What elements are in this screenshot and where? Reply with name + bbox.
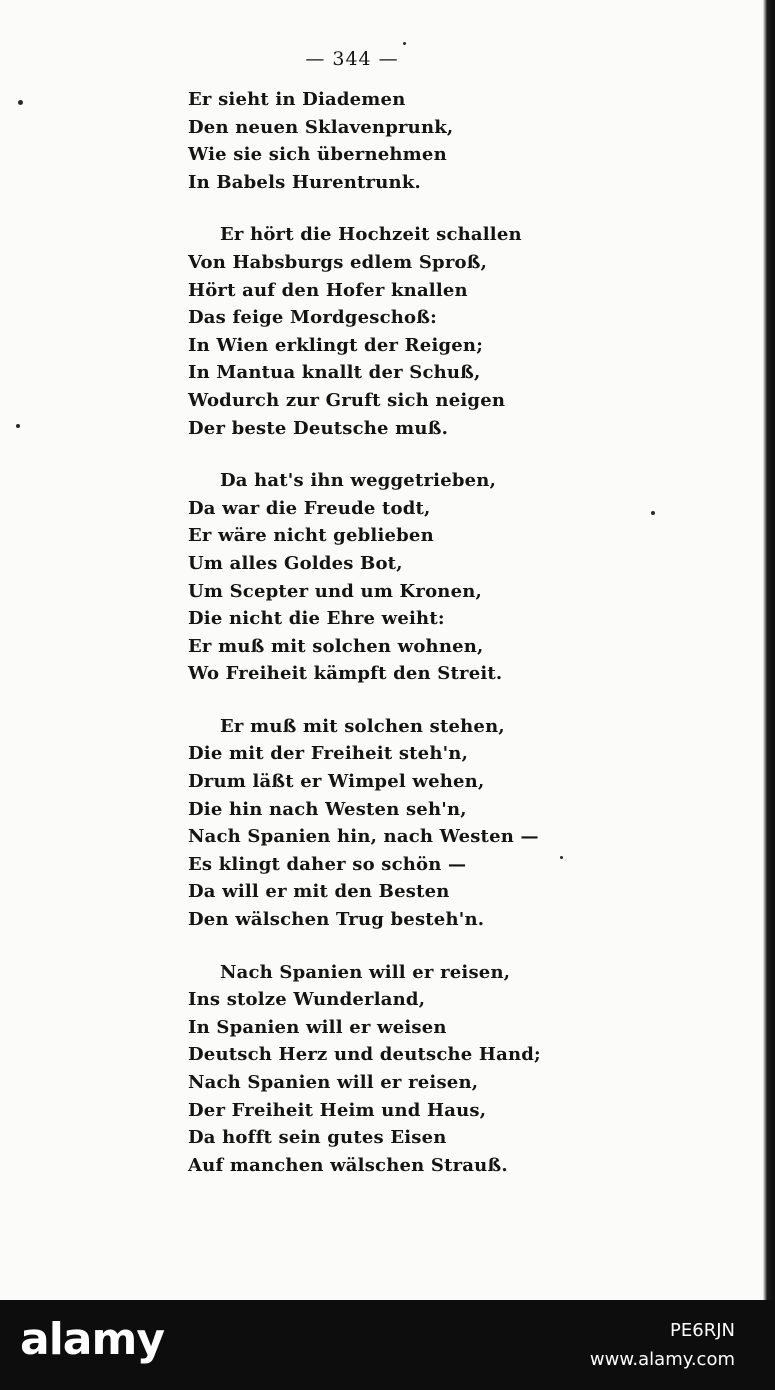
watermark-url: www.alamy.com — [589, 1349, 735, 1370]
ink-speck — [18, 100, 23, 105]
watermark-image-id: PE6RJN — [670, 1320, 735, 1341]
poem-line: Er muß mit solchen stehen, — [220, 715, 505, 737]
poem-line: Es klingt daher so schön — — [188, 853, 467, 875]
poem-line: Er muß mit solchen wohnen, — [188, 635, 484, 657]
stanza — [188, 959, 541, 1180]
poem-line: Da will er mit den Besten — [188, 881, 450, 903]
poem-line: Wo Freiheit kämpft den Streit. — [188, 663, 503, 685]
poem-line: Da hat's ihn weggetrieben, — [220, 470, 497, 492]
poem-line: Nach Spanien will er reisen, — [220, 961, 511, 983]
stanza — [188, 221, 522, 442]
stanza — [188, 86, 518, 196]
poem-line: Da war die Freude todt, — [188, 497, 431, 519]
watermark-logo: alamy — [20, 1314, 164, 1365]
poem-line: Wie sie sich übernehmen — [188, 144, 447, 166]
ink-speck — [560, 856, 563, 859]
poem-line: Um alles Goldes Bot, — [188, 552, 403, 574]
poem-line: Da hofft sein gutes Eisen — [188, 1127, 447, 1149]
page-edge-shadow — [763, 0, 775, 1300]
poem-line: Ins stolze Wunderland, — [188, 989, 426, 1011]
poem-line: Er hört die Hochzeit schallen — [220, 224, 522, 246]
poem-line: Um Scepter und um Kronen, — [188, 580, 482, 602]
poem-line: Nach Spanien hin, nach Westen — — [188, 826, 539, 848]
stanza — [188, 467, 518, 688]
poem-line: Nach Spanien will er reisen, — [188, 1072, 479, 1093]
poem-line: In Mantua knallt der Schuß, — [188, 362, 481, 384]
poem-line: Den wälschen Trug besteh'n. — [188, 909, 485, 931]
ink-speck — [651, 511, 655, 515]
poem-line: Er sieht in Diademen — [188, 89, 406, 110]
poem-line: Er wäre nicht geblieben — [188, 525, 434, 547]
ink-speck — [16, 424, 20, 428]
poem-line: In Wien erklingt der Reigen; — [188, 334, 484, 356]
poem — [188, 86, 541, 1204]
poem-line: Der Freiheit Heim und Haus, — [188, 1099, 487, 1121]
page-number: — 344 — — [305, 48, 399, 70]
poem-line: Hört auf den Hofer knallen — [188, 279, 468, 301]
poem-line: Auf manchen wälschen Strauß. — [188, 1154, 508, 1176]
poem-line: Der beste Deutsche muß. — [188, 417, 449, 439]
poem-line: Deutsch Herz und deutsche Hand; — [188, 1044, 541, 1066]
poem-line: Die hin nach Westen seh'n, — [188, 798, 467, 820]
poem-line: Die mit der Freiheit steh'n, — [188, 743, 469, 765]
poem-line: Von Habsburgs edlem Sproß, — [188, 251, 488, 273]
poem-line: In Babels Hurentrunk. — [188, 171, 421, 193]
poem-line: In Spanien will er weisen — [188, 1016, 447, 1038]
poem-line: Den neuen Sklavenprunk, — [188, 116, 454, 138]
poem-line: Die nicht die Ehre weiht: — [188, 608, 445, 630]
stanza — [188, 713, 539, 934]
poem-line: Wodurch zur Gruft sich neigen — [188, 389, 506, 411]
ink-speck — [403, 42, 406, 45]
poem-line: Drum läßt er Wimpel wehen, — [188, 771, 485, 793]
poem-line: Das feige Mordgeschoß: — [188, 307, 437, 329]
